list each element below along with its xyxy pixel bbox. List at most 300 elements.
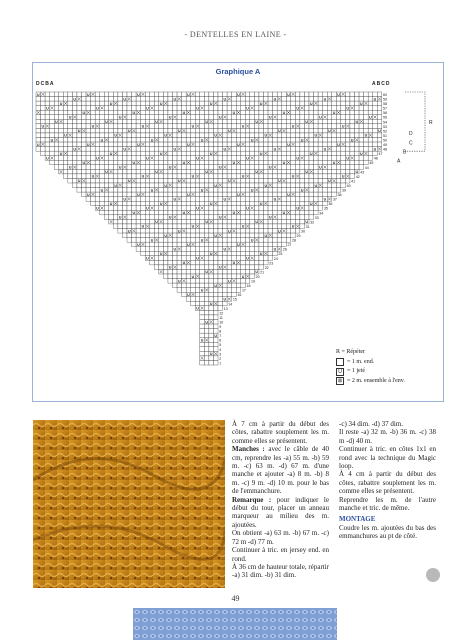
chart-cell bbox=[327, 151, 332, 156]
yarn-over-icon: U bbox=[187, 142, 190, 147]
chart-cell bbox=[273, 201, 278, 206]
chart-cell bbox=[232, 206, 237, 211]
chart-cell bbox=[100, 151, 105, 156]
chart-cell bbox=[145, 119, 150, 124]
chart-cell bbox=[209, 256, 214, 261]
chart-cell bbox=[54, 142, 59, 147]
chart-cell bbox=[277, 115, 282, 120]
chart-cell bbox=[268, 160, 273, 165]
yarn-over-icon: U bbox=[328, 179, 331, 184]
chart-cell bbox=[314, 206, 319, 211]
chart-cell bbox=[109, 110, 114, 115]
chart-cell bbox=[145, 147, 150, 152]
chart-cell bbox=[159, 210, 164, 215]
chart-cell bbox=[286, 106, 291, 111]
chart-cell bbox=[200, 115, 205, 120]
chart-cell bbox=[218, 210, 223, 215]
chart-cell bbox=[209, 133, 214, 138]
chart-cell bbox=[268, 106, 273, 111]
chart-cell bbox=[104, 197, 109, 202]
chart-cell bbox=[318, 106, 323, 111]
chart-cell bbox=[264, 128, 269, 133]
chart-cell bbox=[182, 206, 187, 211]
chart-cell bbox=[200, 219, 205, 224]
chart-cell bbox=[213, 288, 218, 293]
chart-cell bbox=[209, 224, 214, 229]
yarn-over-icon: U bbox=[209, 151, 213, 156]
section-label-a: A bbox=[397, 158, 401, 165]
chart-cell bbox=[77, 133, 82, 138]
chart-cell bbox=[250, 142, 255, 147]
chart-cell bbox=[273, 229, 278, 234]
chart-cell bbox=[254, 147, 259, 152]
chart-cell bbox=[300, 115, 305, 120]
chart-cell bbox=[368, 101, 373, 106]
chart-cell bbox=[323, 124, 328, 129]
chart-cell bbox=[254, 256, 259, 261]
chart-cell bbox=[154, 192, 159, 197]
chart-cell bbox=[291, 233, 296, 238]
chart-cell bbox=[91, 151, 96, 156]
chart-cell bbox=[163, 169, 168, 174]
chart-cell bbox=[173, 260, 178, 265]
chart-cell bbox=[227, 151, 232, 156]
chart-cell bbox=[154, 265, 159, 270]
chart-cell bbox=[118, 124, 123, 129]
chart-cell bbox=[195, 197, 200, 202]
chart-cell bbox=[72, 119, 77, 124]
chart-cell bbox=[186, 138, 191, 143]
chart-cell bbox=[59, 133, 64, 138]
chart-cell bbox=[136, 151, 141, 156]
chart-cell bbox=[168, 101, 173, 106]
paragraph: Continuer à tric. en côtes 1x1 en rond avec la technique du Magic loop. bbox=[339, 445, 436, 471]
chart-cell bbox=[186, 178, 191, 183]
chart-cell bbox=[177, 192, 182, 197]
chart-cell bbox=[186, 215, 191, 220]
chart-cell bbox=[127, 201, 132, 206]
chart-cell bbox=[168, 201, 173, 206]
chart-cell bbox=[68, 142, 73, 147]
chart-cell bbox=[154, 178, 159, 183]
chart-cell bbox=[236, 229, 241, 234]
chart-cell bbox=[204, 128, 209, 133]
chart-cell bbox=[254, 183, 259, 188]
chart-cell bbox=[195, 215, 200, 220]
chart-cell bbox=[291, 97, 296, 102]
chart-cell bbox=[241, 201, 246, 206]
chart-cell bbox=[200, 324, 205, 329]
chart-cell bbox=[250, 183, 255, 188]
chart-cell bbox=[136, 169, 141, 174]
chart-cell bbox=[277, 110, 282, 115]
chart-cell bbox=[218, 142, 223, 147]
chart-cell bbox=[163, 260, 168, 265]
chart-cell bbox=[36, 128, 41, 133]
chart-cell bbox=[163, 128, 168, 133]
chart-cell bbox=[200, 110, 205, 115]
yarn-over-icon: U bbox=[291, 174, 295, 179]
chart-cell bbox=[304, 142, 309, 147]
chart-cell bbox=[168, 147, 173, 152]
chart-cell bbox=[91, 156, 96, 161]
chart-cell bbox=[364, 124, 369, 129]
chart-cell bbox=[182, 265, 187, 270]
chart-cell bbox=[191, 119, 196, 124]
chart-cell bbox=[204, 147, 209, 152]
chart-cell bbox=[273, 151, 278, 156]
chart-cell bbox=[141, 97, 146, 102]
chart-cell bbox=[59, 115, 64, 120]
chart-cell bbox=[95, 169, 100, 174]
chart-cell bbox=[209, 178, 214, 183]
chart-cell bbox=[300, 142, 305, 147]
chart-cell bbox=[132, 101, 137, 106]
chart-cell bbox=[232, 274, 237, 279]
chart-cell bbox=[277, 160, 282, 165]
chart-cell bbox=[145, 110, 150, 115]
chart-cell bbox=[204, 160, 209, 165]
chart-cell bbox=[345, 160, 350, 165]
chart-cell bbox=[100, 133, 105, 138]
chart-cell bbox=[223, 283, 228, 288]
chart-cell bbox=[100, 169, 105, 174]
chart-cell bbox=[291, 156, 296, 161]
chart-cell bbox=[350, 92, 355, 97]
chart-cell bbox=[318, 124, 323, 129]
yarn-over-icon: U bbox=[132, 110, 136, 115]
chart-cell bbox=[282, 238, 287, 243]
yarn-over-icon: U bbox=[241, 274, 245, 279]
chart-cell bbox=[163, 156, 168, 161]
chart-cell bbox=[95, 201, 100, 206]
chart-cell bbox=[318, 197, 323, 202]
chart-cell bbox=[159, 106, 164, 111]
chart-cell bbox=[250, 215, 255, 220]
chart-cell bbox=[168, 269, 173, 274]
knit-lace-photo bbox=[33, 420, 225, 588]
chart-cell bbox=[200, 329, 205, 334]
chart-cell bbox=[132, 151, 137, 156]
chart-cell bbox=[213, 174, 218, 179]
chart-cell bbox=[200, 124, 205, 129]
yarn-over-icon: U bbox=[309, 201, 313, 206]
chart-cell bbox=[209, 210, 214, 215]
chart-cell bbox=[268, 251, 273, 256]
chart-cell bbox=[150, 115, 155, 120]
chart-cell bbox=[232, 106, 237, 111]
chart-cell bbox=[218, 260, 223, 265]
yarn-over-icon: U bbox=[109, 151, 113, 156]
chart-cell bbox=[323, 106, 328, 111]
yarn-over-icon: U bbox=[205, 320, 208, 325]
chart-cell bbox=[364, 115, 369, 120]
chart-cell bbox=[327, 110, 332, 115]
chart-cell bbox=[113, 147, 118, 152]
chart-cell bbox=[223, 206, 228, 211]
chart-cell bbox=[332, 115, 337, 120]
chart-cell bbox=[227, 142, 232, 147]
chart-cell bbox=[54, 160, 59, 165]
chart-cell bbox=[213, 119, 218, 124]
chart-cell bbox=[113, 115, 118, 120]
chart-cell bbox=[150, 192, 155, 197]
row-number: 45 bbox=[369, 161, 374, 166]
chart-cell bbox=[173, 188, 178, 193]
yarn-over-icon: U bbox=[196, 206, 199, 211]
chart-cell bbox=[277, 156, 282, 161]
chart-cell bbox=[273, 160, 278, 165]
chart-cell bbox=[204, 183, 209, 188]
chart-cell bbox=[182, 124, 187, 129]
chart-cell bbox=[268, 178, 273, 183]
chart-cell bbox=[77, 165, 82, 170]
chart-cell bbox=[282, 92, 287, 97]
chart-cell bbox=[227, 138, 232, 143]
chart-cell bbox=[132, 169, 137, 174]
yarn-over-icon: U bbox=[205, 120, 208, 125]
chart-cell bbox=[273, 183, 278, 188]
row-number: 24 bbox=[273, 256, 278, 261]
chart-cell bbox=[241, 165, 246, 170]
chart-cell bbox=[68, 169, 73, 174]
chart-cell bbox=[218, 219, 223, 224]
chart-cell bbox=[286, 178, 291, 183]
chart-cell bbox=[200, 347, 205, 352]
chart-cell bbox=[345, 138, 350, 143]
yarn-over-icon: U bbox=[223, 147, 227, 152]
yarn-over-icon: U bbox=[341, 124, 345, 129]
yarn-over-icon: U bbox=[127, 179, 131, 184]
chart-cell bbox=[150, 142, 155, 147]
chart-cell bbox=[141, 151, 146, 156]
chart-cell bbox=[223, 219, 228, 224]
row-number: 11 bbox=[219, 315, 223, 320]
chart-cell bbox=[104, 147, 109, 152]
chart-cell bbox=[186, 279, 191, 284]
chart-cell bbox=[163, 142, 168, 147]
chart-cell bbox=[241, 188, 246, 193]
chart-cell bbox=[122, 219, 127, 224]
chart-cell bbox=[186, 174, 191, 179]
chart-cell bbox=[250, 269, 255, 274]
chart-cell bbox=[59, 165, 64, 170]
chart-cell bbox=[213, 192, 218, 197]
chart-cell bbox=[173, 174, 178, 179]
yarn-over-icon: U bbox=[341, 174, 345, 179]
yarn-over-icon: U bbox=[332, 161, 336, 165]
chart-cell bbox=[141, 165, 146, 170]
chart-cell bbox=[295, 110, 300, 115]
chart-cell bbox=[186, 106, 191, 111]
chart-cell bbox=[227, 238, 232, 243]
chart-cell bbox=[236, 215, 241, 220]
chart-cell bbox=[45, 110, 50, 115]
chart-cell bbox=[213, 324, 218, 329]
chart-cell bbox=[177, 233, 182, 238]
chart-cell bbox=[173, 279, 178, 284]
yarn-over-icon: U bbox=[173, 97, 177, 102]
chart-cell bbox=[268, 242, 273, 247]
chart-cell bbox=[327, 165, 332, 170]
chart-cell bbox=[295, 92, 300, 97]
chart-cell bbox=[54, 133, 59, 138]
chart-cell bbox=[273, 178, 278, 183]
row-number: 22 bbox=[264, 265, 269, 270]
chart-cell bbox=[118, 119, 123, 124]
chart-cell bbox=[150, 151, 155, 156]
chart-cell bbox=[127, 233, 132, 238]
row-number: 53 bbox=[383, 124, 387, 129]
chart-cell bbox=[286, 169, 291, 174]
chart-cell bbox=[168, 210, 173, 215]
chart-cell bbox=[209, 247, 214, 252]
chart-cell bbox=[173, 283, 178, 288]
chart-cell bbox=[250, 251, 255, 256]
chart-cell bbox=[113, 119, 118, 124]
yarn-over-icon: U bbox=[209, 201, 213, 206]
paragraph: Il reste -a) 32 m. -b) 36 m. -c) 38 m -d) 40 m. bbox=[339, 428, 436, 445]
chart-cell bbox=[327, 92, 332, 97]
chart-cell bbox=[254, 128, 259, 133]
chart-cell bbox=[286, 183, 291, 188]
chart-cell bbox=[82, 124, 87, 129]
chart-cell bbox=[145, 160, 150, 165]
yarn-over-icon: U bbox=[155, 220, 158, 225]
chart-cell bbox=[236, 128, 241, 133]
chart-cell bbox=[323, 142, 328, 147]
chart-cell bbox=[309, 138, 314, 143]
chart-cell bbox=[191, 247, 196, 252]
chart-cell bbox=[314, 160, 319, 165]
chart-cell bbox=[122, 224, 127, 229]
yarn-over-icon: U bbox=[59, 101, 63, 106]
chart-cell bbox=[191, 283, 196, 288]
chart-cell bbox=[245, 201, 250, 206]
yarn-over-icon: U bbox=[100, 138, 104, 143]
chart-cell bbox=[127, 174, 132, 179]
chart-cell bbox=[145, 197, 150, 202]
chart-cell bbox=[122, 92, 127, 97]
chart-cell bbox=[182, 92, 187, 97]
chart-cell bbox=[304, 92, 309, 97]
chart-cell bbox=[163, 92, 168, 97]
yarn-over-icon: U bbox=[264, 183, 268, 188]
chart-cell bbox=[154, 260, 159, 265]
chart-cell bbox=[304, 147, 309, 152]
yarn-over-icon: U bbox=[155, 170, 158, 175]
chart-cell bbox=[213, 260, 218, 265]
yarn-over-icon: U bbox=[218, 165, 222, 170]
chart-cell bbox=[300, 201, 305, 206]
yarn-over-icon: U bbox=[64, 133, 67, 138]
chart-cell bbox=[291, 106, 296, 111]
chart-cell bbox=[232, 192, 237, 197]
chart-cell bbox=[150, 110, 155, 115]
manches-label: Manches : bbox=[232, 445, 265, 454]
chart-cell bbox=[77, 101, 82, 106]
chart-cell bbox=[200, 128, 205, 133]
chart-cell bbox=[282, 138, 287, 143]
row-number: 50 bbox=[383, 138, 387, 143]
chart-cell bbox=[259, 178, 264, 183]
chart-cell bbox=[100, 115, 105, 120]
chart-cell bbox=[82, 106, 87, 111]
chart-cell bbox=[300, 97, 305, 102]
chart-cell bbox=[104, 210, 109, 215]
chart-cell bbox=[223, 201, 228, 206]
chart-cell bbox=[145, 165, 150, 170]
chart-cell bbox=[209, 242, 214, 247]
chart-cell bbox=[113, 192, 118, 197]
chart-cell bbox=[54, 124, 59, 129]
chart-cell bbox=[109, 174, 114, 179]
chart-cell bbox=[122, 210, 127, 215]
chart-cell bbox=[377, 119, 382, 124]
chart-cell bbox=[314, 106, 319, 111]
chart-cell bbox=[186, 224, 191, 229]
chart-cell bbox=[136, 233, 141, 238]
chart-cell bbox=[213, 310, 218, 315]
yarn-over-icon: U bbox=[96, 206, 99, 211]
chart-cell bbox=[122, 133, 127, 138]
chart-cell bbox=[282, 215, 287, 220]
chart-cell bbox=[150, 219, 155, 224]
chart-cell bbox=[355, 101, 360, 106]
chart-cell bbox=[209, 347, 214, 352]
yarn-over-icon: U bbox=[346, 156, 349, 161]
chart-cell bbox=[154, 160, 159, 165]
chart-cell bbox=[195, 188, 200, 193]
yarn-over-icon: U bbox=[36, 92, 40, 97]
chart-cell bbox=[186, 188, 191, 193]
chart-cell bbox=[345, 97, 350, 102]
chart-cell bbox=[63, 115, 68, 120]
chart-cell bbox=[159, 115, 164, 120]
chart-cell bbox=[186, 238, 191, 243]
chart-cell bbox=[182, 251, 187, 256]
chart-cell bbox=[291, 229, 296, 234]
chart-cell bbox=[100, 110, 105, 115]
chart-cell bbox=[236, 224, 241, 229]
chart-cell bbox=[264, 97, 269, 102]
chart-cell bbox=[295, 210, 300, 215]
chart-cell bbox=[168, 206, 173, 211]
chart-cell bbox=[327, 101, 332, 106]
yarn-over-icon: U bbox=[337, 142, 340, 147]
chart-cell bbox=[218, 138, 223, 143]
yarn-over-icon: U bbox=[87, 92, 90, 97]
chart-cell bbox=[200, 151, 205, 156]
chart-cell bbox=[173, 201, 178, 206]
chart-cell bbox=[95, 151, 100, 156]
chart-cell bbox=[132, 192, 137, 197]
chart-cell bbox=[122, 233, 127, 238]
chart-cell bbox=[150, 119, 155, 124]
chart-cell bbox=[195, 219, 200, 224]
chart-cell bbox=[250, 229, 255, 234]
yarn-over-icon: U bbox=[118, 165, 122, 170]
chart-cell bbox=[209, 292, 214, 297]
chart-cell bbox=[355, 128, 360, 133]
blue-knit-swatch-photo bbox=[133, 608, 337, 640]
chart-cell bbox=[250, 178, 255, 183]
chart-cell bbox=[118, 156, 123, 161]
chart-cell bbox=[254, 97, 259, 102]
chart-cell bbox=[291, 178, 296, 183]
chart-legend bbox=[336, 348, 405, 386]
chart-cell bbox=[141, 178, 146, 183]
